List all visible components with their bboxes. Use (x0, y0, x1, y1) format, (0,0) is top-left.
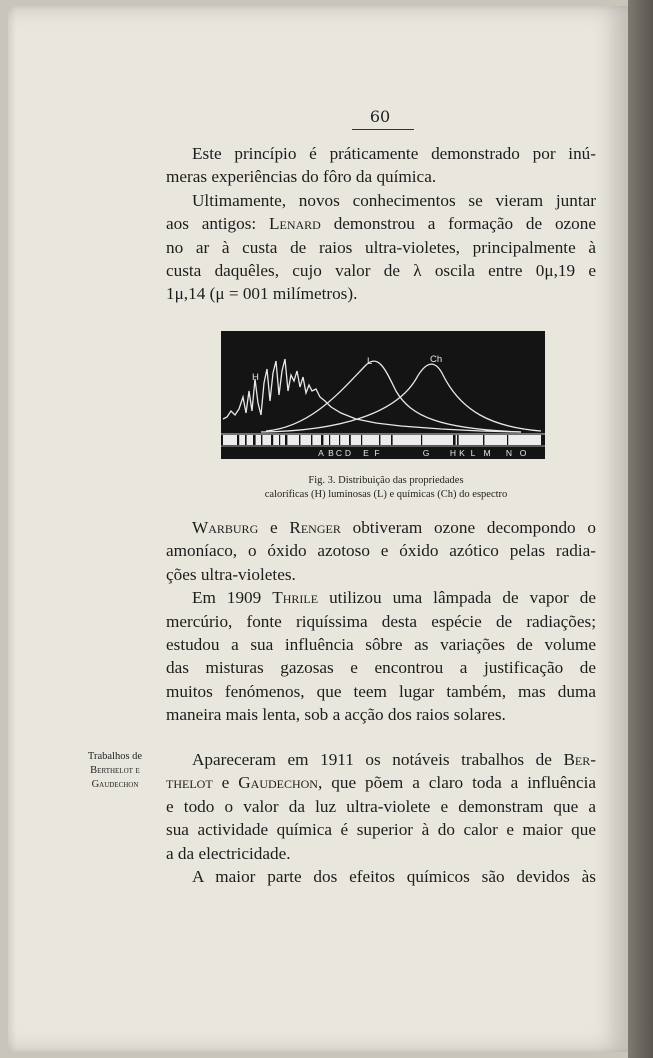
page-edge-shadow (628, 0, 653, 1058)
paragraph-line: maneira mais lenta, sob a acção dos raios solares. (166, 705, 506, 725)
spectrum-letter: O (519, 448, 527, 458)
paragraph-line: thelot e Gaudechon, que põem a claro toda a influência (166, 773, 596, 793)
spectrum-letter: E (363, 448, 369, 458)
paragraph-line: amoníaco, o óxido azotoso e óxido azótico pelas radia- (166, 541, 596, 561)
author-name: Renger (289, 518, 341, 537)
spectrum-letter: H (449, 448, 457, 458)
author-name: Lenard (269, 214, 321, 234)
paragraph-line: no ar à custa de raios ultra-violetes, principalmente à (166, 237, 596, 257)
page-number-rule (352, 129, 414, 130)
label-h: H (252, 372, 259, 383)
spectrum-figure (221, 331, 545, 459)
text-block-bottom (166, 748, 596, 888)
paragraph-line: e todo o valor da luz ultra-violete e demonstram que a (166, 796, 596, 816)
spectrum-letter: L (470, 448, 476, 458)
caption-line: Fig. 3. Distribuição das propriedades (308, 475, 464, 486)
spectrum-diagram (221, 331, 545, 459)
author-name: thelot (166, 773, 213, 793)
paragraph-line: Ultimamente, novos conhecimentos se vieram juntar (192, 190, 596, 210)
paragraph-line: Este princípio é práticamente demonstrado por inú- (192, 144, 596, 163)
spectrum-letter: C (335, 448, 343, 458)
paragraph-line: sua actividade química é superior à do calor e maior que (166, 820, 596, 840)
paragraph-line: Apareceram em 1911 os notáveis trabalhos de Ber- (192, 750, 596, 769)
paragraph-line: meras experiências do fôro da química. (166, 167, 437, 187)
spectrum-letter: K (459, 448, 465, 458)
page-number: 60 (369, 107, 391, 126)
paragraph-line: a da electricidade. (166, 843, 291, 863)
author-name: Ber- (563, 750, 596, 769)
text-block-middle (166, 516, 596, 727)
paragraph-line: A maior parte dos efeitos químicos são devidos às (192, 867, 596, 887)
paragraph-line: Em 1909 Thrile utilizou uma lâmpada de vapor de (192, 588, 596, 608)
figure-caption (196, 474, 576, 502)
spectrum-letter: B (328, 448, 334, 458)
paragraph-line: muitos fenómenos, que teem lugar também, mas duma (166, 681, 596, 701)
paragraph-line: ções ultra-violetes. (166, 564, 296, 584)
paragraph-line: aos antigos: Lenard demonstrou a formação de ozone (166, 214, 596, 234)
margin-note: Trabalhos de Berthelot e Gaudechon (87, 751, 143, 790)
label-l: L (367, 356, 373, 367)
spectrum-letter: M (483, 448, 491, 458)
author-name: Gaudechon (238, 773, 318, 793)
spectrum-letter: A (318, 448, 324, 458)
paragraph-line: das misturas gazosas e encontrou a justificação de (166, 658, 596, 678)
spectrum-letter: F (374, 448, 380, 458)
paragraph-line: custa daquêles, cujo valor de λ oscila entre 0μ,19 e (166, 261, 596, 281)
paragraph-line: estudou a sua influência sôbre as variações de volume (166, 635, 596, 655)
label-ch: Ch (430, 354, 443, 365)
spectrum-letter: G (422, 448, 430, 458)
spectrum-letter: N (505, 448, 513, 458)
paragraph-line: Warburg e Renger obtiveram ozone decompondo o (192, 518, 596, 537)
paragraph-line: mercúrio, fonte riquíssima desta espécie de radiações; (166, 611, 596, 631)
author-name: Warburg (192, 518, 259, 537)
caption-line: caloríficas (H) luminosas (L) e químicas (Ch) do espectro (264, 489, 508, 500)
spectrum-strip (223, 435, 541, 445)
text-block-top (166, 142, 596, 306)
author-name: Thrile (272, 588, 319, 608)
paragraph-line: 1μ,14 (μ = 001 milímetros). (166, 284, 358, 304)
spectrum-letter: D (344, 448, 352, 458)
